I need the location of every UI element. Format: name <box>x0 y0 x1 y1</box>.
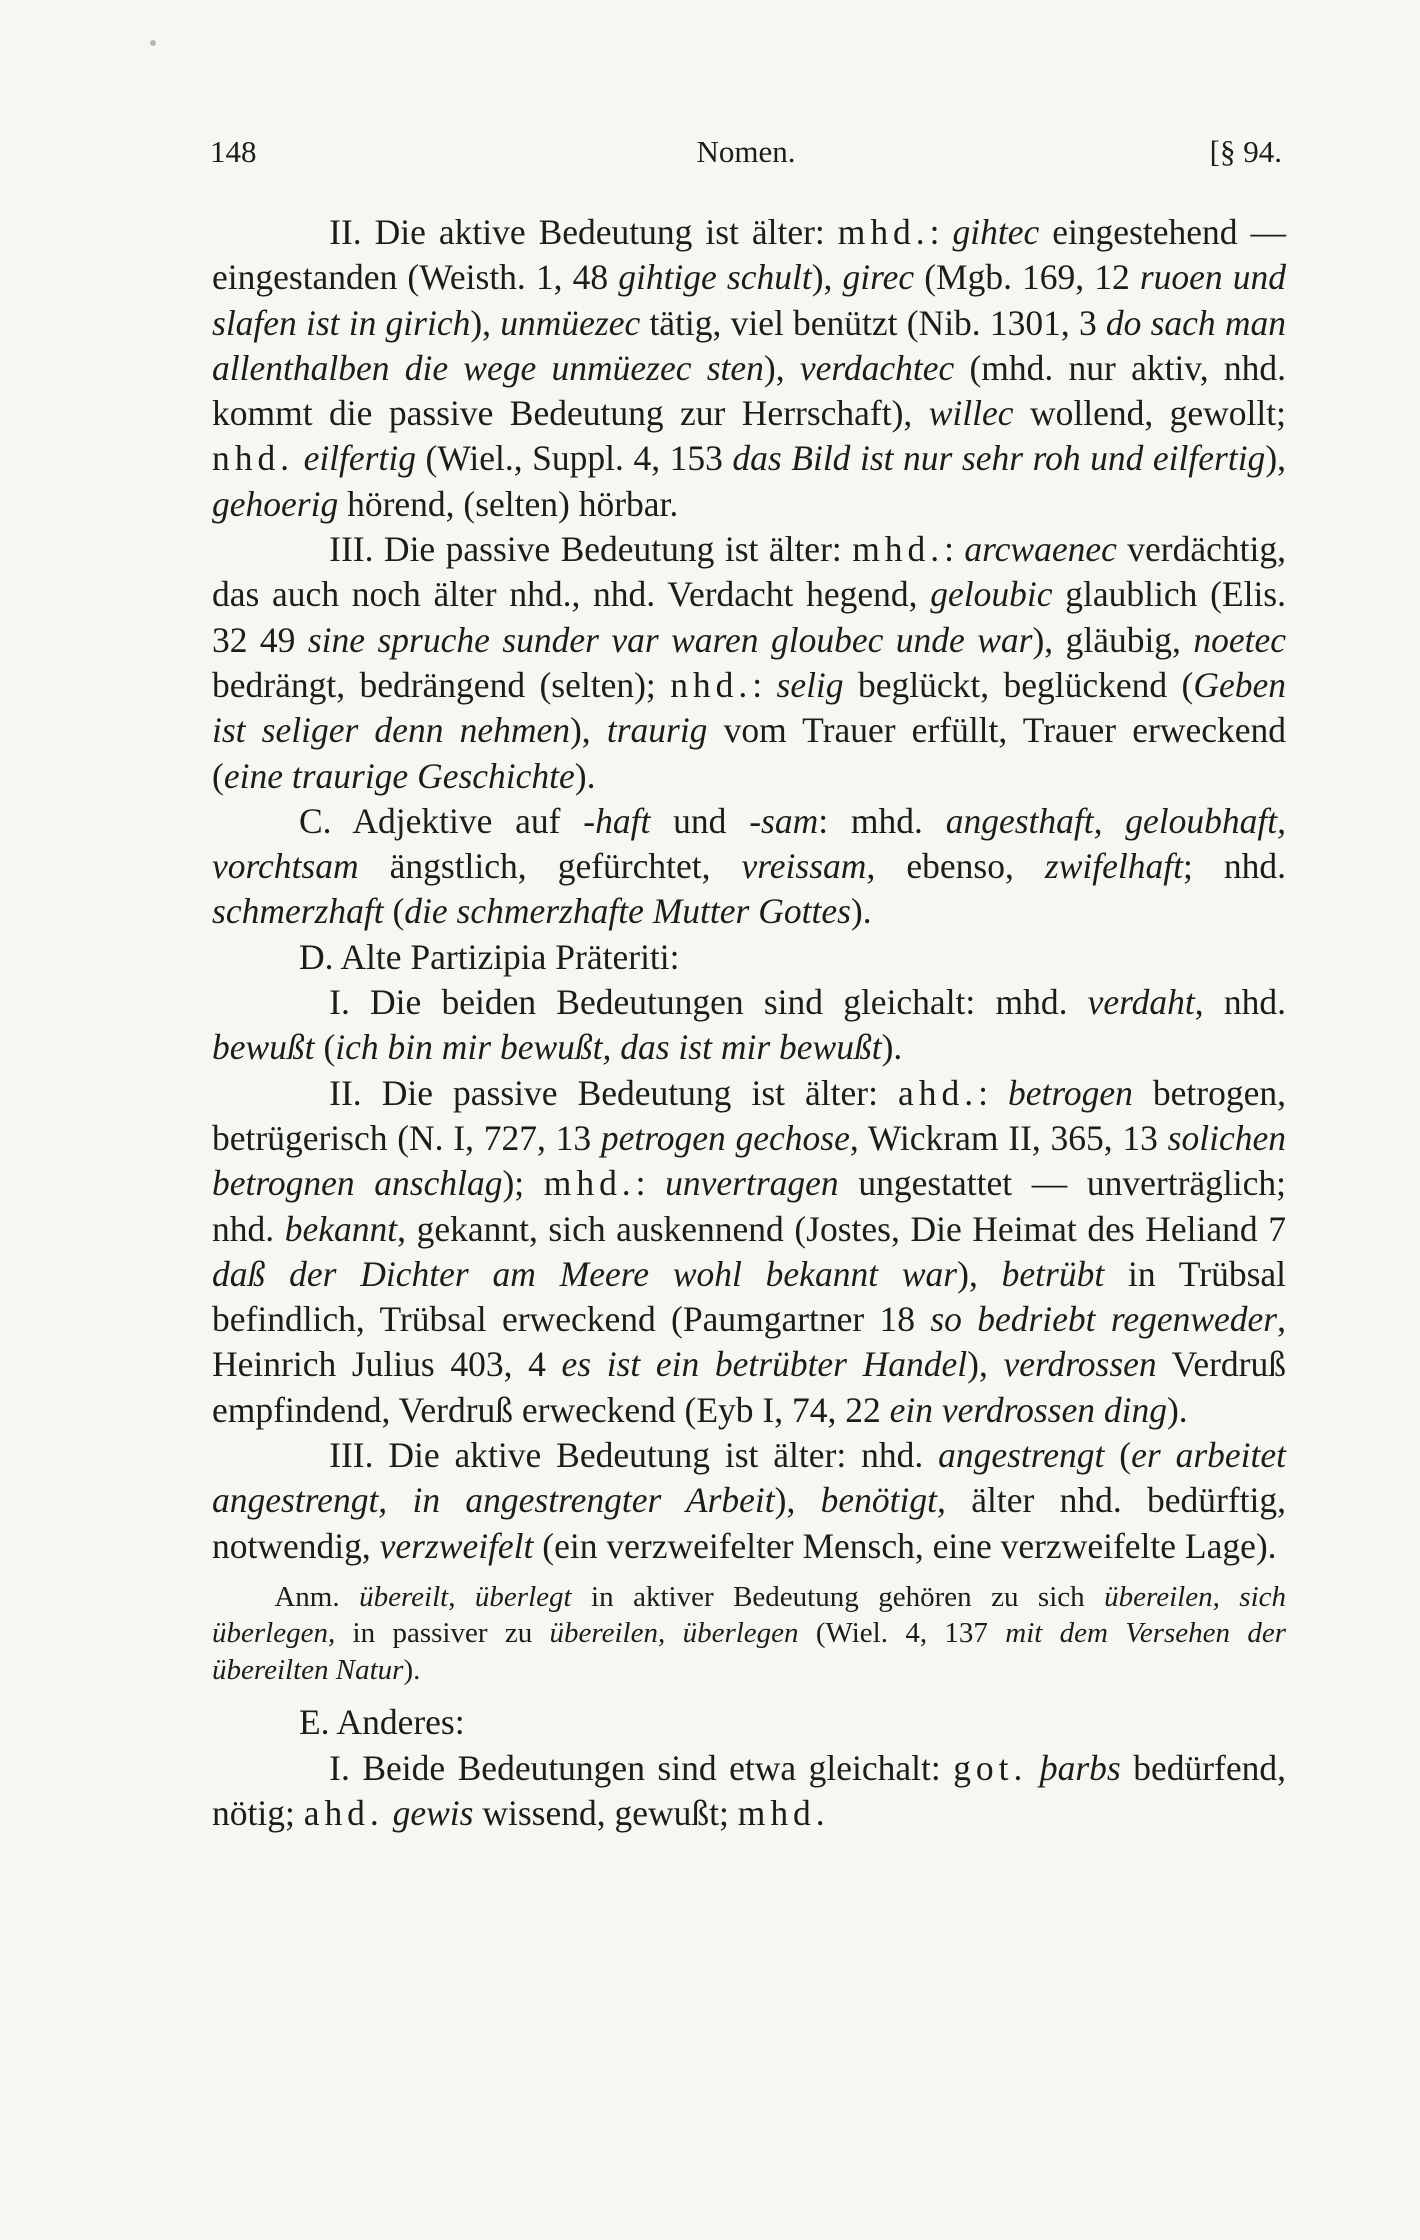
body-paragraph <box>212 1071 1286 1433</box>
italic-term: schmerzhaft <box>212 891 384 932</box>
italic-term: geloubic <box>930 574 1053 615</box>
text-run: , Wickram II, 365, 13 <box>849 1117 1168 1158</box>
text-run: : <box>929 212 953 252</box>
text-run: III. Die passive Bedeutung ist älter: <box>329 529 853 570</box>
italic-term: angestrengt <box>938 1435 1105 1476</box>
text-run: ), <box>774 1480 821 1521</box>
text-run: D. Alte Partizipia Präteriti: <box>298 936 680 977</box>
text-run <box>294 438 304 478</box>
text-run: C. Adjektive auf <box>298 800 584 841</box>
text-run: (ein verzweifelter Mensch, eine verzweifelte Lage). <box>533 1525 1277 1566</box>
paper-speck <box>150 40 156 46</box>
running-title: Nomen. <box>696 134 796 169</box>
italic-term: bekannt <box>284 1208 398 1249</box>
italic-term: willec <box>928 393 1014 434</box>
italic-term: -sam <box>749 800 819 841</box>
italic-term: gihtec <box>952 212 1040 252</box>
italic-term: übereilen, sich überlegen, <box>212 1580 1287 1650</box>
italic-term: do sach man allenthalben die wege unmüezec sten <box>212 302 1287 388</box>
text-run: ). <box>574 755 596 796</box>
italic-term: mit dem Versehen der übereilten Natur <box>212 1617 1286 1686</box>
text-run: ), gläubig, <box>1032 619 1194 660</box>
italic-term: übereilen, überlegen <box>549 1617 799 1650</box>
italic-term: ein verdrossen ding <box>889 1389 1167 1430</box>
italic-term: verzweifelt <box>379 1525 534 1566</box>
italic-term: es ist ein betrübter Handel <box>561 1344 968 1385</box>
text-run: ), <box>569 710 607 751</box>
italic-term: so bedriebt regenweder <box>930 1299 1278 1340</box>
italic-term: traurig <box>606 710 708 751</box>
italic-term: eine traurige Geschichte <box>223 755 575 796</box>
running-header <box>210 134 1282 174</box>
spaced-abbreviation: nhd. <box>212 438 295 479</box>
italic-term: solichen betrognen anschlag <box>212 1117 1286 1204</box>
text-run: betrogen, betrügerisch (N. I, 727, 13 <box>212 1072 1286 1158</box>
section-heading-paragraph <box>212 1700 1286 1745</box>
text-run: ), <box>1265 438 1287 479</box>
body-text <box>212 210 1286 1836</box>
text-run: (Mgb. 169, 12 <box>914 257 1140 298</box>
italic-term: sine spruche sunder var waren gloubec unde war <box>307 619 1033 660</box>
text-run: verdächtig, das auch noch älter nhd., nhd. Verdacht hegend, <box>212 529 1286 615</box>
page-number: 148 <box>210 134 257 169</box>
italic-term: þarbs <box>1039 1747 1121 1788</box>
italic-term: betrübt <box>1001 1253 1105 1294</box>
text-run: , Heinrich Julius 403, 4 <box>212 1299 1286 1385</box>
text-run: glaublich (Elis. 32 49 <box>212 574 1286 660</box>
italic-term: angesthaft, geloubhaft, vorchtsam <box>212 800 1286 887</box>
italic-term: ich bin mir bewußt, das ist mir bewußt <box>335 1027 882 1068</box>
text-run: : <box>978 1072 1008 1113</box>
text-run: ( <box>1104 1435 1132 1476</box>
text-run: ängstlich, gefürchtet, <box>358 846 742 887</box>
spaced-abbreviation: mhd. <box>737 1793 830 1833</box>
italic-term: gehoerig <box>212 483 339 524</box>
text-run: : <box>944 529 965 570</box>
text-run: , ebenso, <box>866 846 1045 887</box>
italic-term: unvertragen <box>665 1163 839 1204</box>
italic-term: das Bild ist nur sehr roh und eilfertig <box>732 438 1266 479</box>
italic-term: vreissam <box>741 846 867 887</box>
italic-term: bewußt <box>212 1027 315 1068</box>
italic-term: eilfertig <box>303 438 416 479</box>
spaced-abbreviation: nhd. <box>670 664 753 705</box>
text-run: ( <box>383 891 405 932</box>
spaced-abbreviation: got. <box>953 1747 1028 1788</box>
italic-term: girec <box>842 257 915 298</box>
text-run: wissend, gewußt; <box>473 1793 738 1833</box>
italic-term: selig <box>776 664 844 705</box>
italic-term: verdrossen <box>1003 1344 1157 1385</box>
italic-term: ruoen und slafen ist in girich <box>212 257 1287 343</box>
text-run: ( <box>314 1027 336 1068</box>
section-reference: [§ 94. <box>1209 134 1282 169</box>
italic-term: gihtige schult <box>618 257 812 298</box>
text-run: ). <box>850 891 872 932</box>
text-run: II. Die aktive Bedeutung ist älter: <box>329 212 838 252</box>
italic-term: betrogen <box>1007 1072 1133 1113</box>
text-run: (mhd. nur aktiv, nhd. kommt die passive Bedeutung zur Herrschaft), <box>212 347 1286 434</box>
text-run: , nhd. <box>1194 982 1286 1023</box>
text-run: hörend, (selten) hörbar. <box>338 483 679 524</box>
italic-term: die schmerzhafte Mutter Gottes <box>404 891 851 932</box>
text-run: I. Beide Bedeutungen sind etwa gleichalt: <box>329 1747 954 1788</box>
italic-term: arcwaenec <box>964 529 1117 570</box>
text-run: II. Die passive Bedeutung ist älter: <box>329 1072 899 1113</box>
text-run: ). <box>403 1653 421 1686</box>
text-run: III. Die aktive Bedeutung ist älter: nhd. <box>329 1435 939 1476</box>
text-run: , gekannt, sich auskennend (Jostes, Die Heimat des Heliand 7 <box>397 1208 1286 1249</box>
text-run: ). <box>1166 1389 1188 1430</box>
section-heading-paragraph <box>212 799 1286 935</box>
text-run: Verdruß empfindend, Verdruß erweckend (Eyb I, 74, 22 <box>212 1344 1287 1430</box>
italic-term: er arbeitet angestrengt, in angestrengter Arbeit <box>212 1435 1287 1521</box>
text-run: in Trübsal befindlich, Trübsal erweckend (Paumgartner 18 <box>212 1253 1286 1340</box>
text-run: : mhd. <box>818 800 946 841</box>
text-run: wollend, gewollt; <box>1013 393 1286 434</box>
italic-term: petrogen gechose <box>600 1117 850 1158</box>
section-heading-paragraph <box>212 935 1286 980</box>
spaced-abbreviation: mhd. <box>837 212 930 252</box>
text-run: ), <box>811 257 843 298</box>
text-run: (Wiel. 4, 137 <box>798 1617 1006 1650</box>
text-run: ungestattet — unverträglich; nhd. <box>212 1163 1287 1249</box>
text-run: ), <box>470 302 501 343</box>
italic-term: zwifelhaft <box>1044 846 1183 887</box>
spaced-abbreviation: mhd. <box>543 1163 636 1204</box>
italic-term: noetec <box>1193 619 1287 660</box>
italic-term: daß der Dichter am Meere wohl bekannt war <box>212 1253 958 1294</box>
text-run: vom Trauer erfüllt, Trauer erweckend ( <box>212 710 1286 796</box>
text-run: E. Anderes: <box>298 1702 465 1743</box>
text-run <box>1027 1748 1040 1788</box>
text-run: ). <box>881 1027 903 1068</box>
body-paragraph <box>212 527 1286 799</box>
text-run: : <box>635 1163 666 1204</box>
text-run: ); <box>502 1163 544 1204</box>
spaced-abbreviation: ahd. <box>898 1072 979 1113</box>
footnote-paragraph <box>212 1579 1286 1689</box>
italic-term: gewis <box>392 1793 474 1833</box>
text-run: beglückt, beglückend ( <box>843 664 1194 705</box>
body-paragraph <box>212 980 1286 1071</box>
text-run: ), <box>763 347 800 388</box>
text-run: in passiver zu <box>335 1617 550 1650</box>
text-run <box>384 1793 393 1833</box>
text-run: : <box>752 664 777 705</box>
spaced-abbreviation: ahd. <box>303 1793 384 1833</box>
spaced-abbreviation: mhd. <box>852 529 945 570</box>
italic-term: Geben ist seliger denn nehmen <box>212 664 1286 751</box>
text-run: ; nhd. <box>1182 846 1286 887</box>
body-paragraph <box>212 1746 1286 1837</box>
body-paragraph <box>212 1433 1286 1569</box>
text-run: ), <box>957 1253 1002 1294</box>
text-run: älter nhd. bedürftig, notwendig, <box>212 1480 1286 1566</box>
text-run: eingestehend —eingestanden (Weisth. 1, 48 <box>212 212 1286 298</box>
text-run: Anm. <box>274 1580 360 1613</box>
text-run: tätig, viel benützt (Nib. 1301, 3 <box>640 302 1106 343</box>
italic-term: unmüezec <box>500 302 641 343</box>
italic-term: verdaht <box>1087 982 1195 1023</box>
text-run: (Wiel., Suppl. 4, 153 <box>415 438 733 479</box>
text-run: und <box>650 800 750 841</box>
italic-term: übereilt, überlegt <box>359 1580 572 1613</box>
text-run: in aktiver Bedeutung gehören zu sich <box>571 1580 1105 1613</box>
italic-term: -haft <box>583 800 651 841</box>
text-run: bedrängt, bedrängend (selten); <box>212 664 671 705</box>
body-paragraph <box>212 210 1286 527</box>
text-run: bedürfend, nötig; <box>212 1747 1286 1833</box>
italic-term: verdachtec <box>799 347 955 388</box>
italic-term: benötigt, <box>820 1480 946 1521</box>
text-run: ), <box>967 1344 1004 1385</box>
text-run: I. Die beiden Bedeutungen sind gleichalt: mhd. <box>329 982 1088 1023</box>
